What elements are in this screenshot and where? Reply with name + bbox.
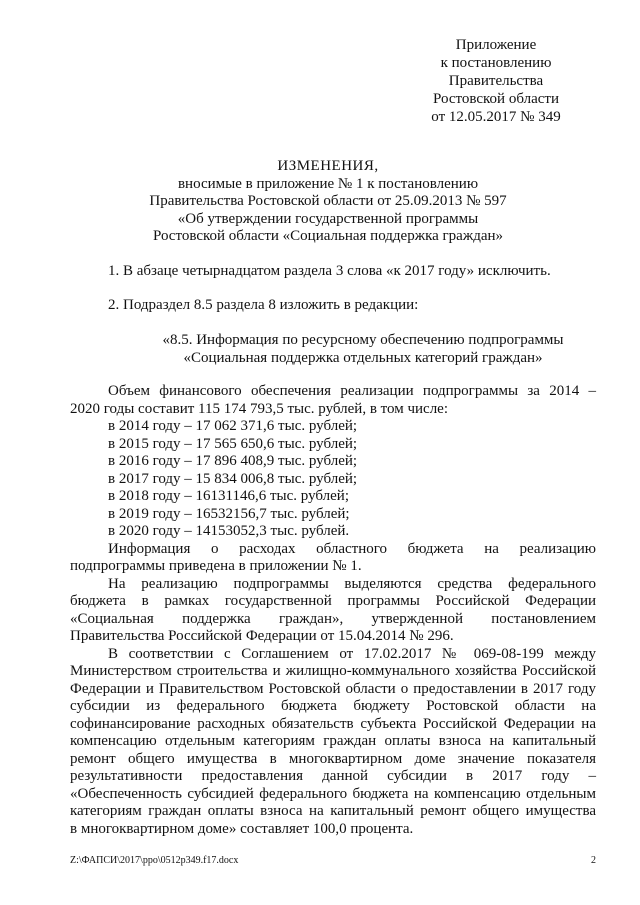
subsection-line: «Социальная поддержка отдельных категорий граждан»: [183, 349, 543, 366]
body-line: в многоквартирном доме» составляет 100,0 процента.: [70, 820, 414, 837]
body-line: Объем финансового обеспечения реализации подпрограммы за 2014 –: [108, 383, 596, 399]
approval-line: Правительства: [448, 73, 544, 89]
body-line: На реализацию подпрограммы выделяются средства федерального: [108, 575, 596, 592]
item-1: 1. В абзаце четырнадцатом раздела 3 слова «к 2017 году» исключить.: [108, 263, 551, 279]
funding-year-line: в 2017 году – 15 834 006,8 тыс. рублей;: [108, 470, 358, 487]
funding-year-line: в 2016 году – 17 896 408,9 тыс. рублей;: [108, 453, 358, 469]
body-line: Министерством строительства и жилищно-коммунального хозяйства Российской: [70, 663, 596, 679]
funding-year-line: в 2018 году – 16131146,6 тыс. рублей;: [108, 488, 349, 504]
body-line: субсидии из федерального бюджета бюджету Ростовской области на: [70, 698, 596, 714]
approval-line: к постановлению: [440, 55, 552, 71]
body-line: результативности предоставления данной субсидии в 2017 году –: [70, 768, 596, 784]
document-heading: [60, 158, 596, 246]
footer-file-path: Z:\ФАПСИ\2017\ppo\0512p349.f17.docx: [70, 855, 239, 866]
funding-year-line: в 2020 году – 14153052,3 тыс. рублей.: [108, 523, 350, 539]
approval-line: Ростовской области: [433, 91, 559, 107]
body-line: Информация о расходах областного бюджета на реализацию: [108, 540, 596, 557]
body-line: Федерации и Правительством Ростовской области о предоставлении в 2017 году: [70, 680, 596, 697]
body-line: 2020 годы составит 115 174 793,5 тыс. рублей, в том числе:: [70, 400, 449, 417]
funding-year-line: в 2019 году – 16532156,7 тыс. рублей;: [108, 505, 350, 522]
document-title: ИЗМЕНЕНИЯ,: [277, 158, 379, 174]
heading-line: «Об утверждении государственной программы: [177, 210, 479, 227]
body-line: компенсацию отдельным категориям граждан оплаты взноса на капитальный: [70, 733, 596, 749]
approval-line: Приложение: [455, 37, 537, 53]
item-2: 2. Подраздел 8.5 раздела 8 изложить в редакции:: [108, 297, 419, 313]
funding-year-line: в 2015 году – 17 565 650,6 тыс. рублей;: [108, 435, 358, 452]
body-line: подпрограммы приведена в приложении № 1.: [70, 558, 362, 574]
approval-line: от 12.05.2017 № 349: [431, 109, 561, 125]
heading-line: вносимые в приложение № 1 к постановлению: [177, 175, 479, 192]
funding-year-line: в 2014 году – 17 062 371,6 тыс. рублей;: [108, 418, 358, 434]
page-number: 2: [591, 855, 596, 866]
body-line: ремонт общего имущества в многоквартирном доме значение показателя: [70, 750, 596, 767]
heading-line: Правительства Ростовской области от 25.09.2013 № 597: [149, 193, 507, 209]
approval-stamp: [396, 36, 596, 126]
body-text: [70, 383, 596, 838]
subsection-heading: [60, 332, 596, 367]
body-line: Правительства Российской Федерации от 15.04.2014 № 296.: [70, 628, 454, 644]
body-line: категориям граждан оплаты взноса на капитальный ремонт общего имущества: [70, 803, 596, 819]
body-line: «Социальная поддержка граждан», утвержденной постановлением: [70, 610, 596, 627]
body-line: «Обеспеченность субсидией федерального бюджета на компенсацию отдельным: [70, 785, 596, 802]
subsection-line: «8.5. Информация по ресурсному обеспечению подпрограммы: [162, 332, 564, 348]
body-line: софинансирование расходных обязательств субъекта Российской Федерации на: [70, 715, 596, 732]
body-line: бюджета в рамках государственной программы Российской Федерации: [70, 593, 596, 609]
body-line: В соответствии с Соглашением от 17.02.2017 № 069-08-199 между: [108, 645, 596, 662]
heading-line: Ростовской области «Социальная поддержка граждан»: [152, 228, 504, 244]
